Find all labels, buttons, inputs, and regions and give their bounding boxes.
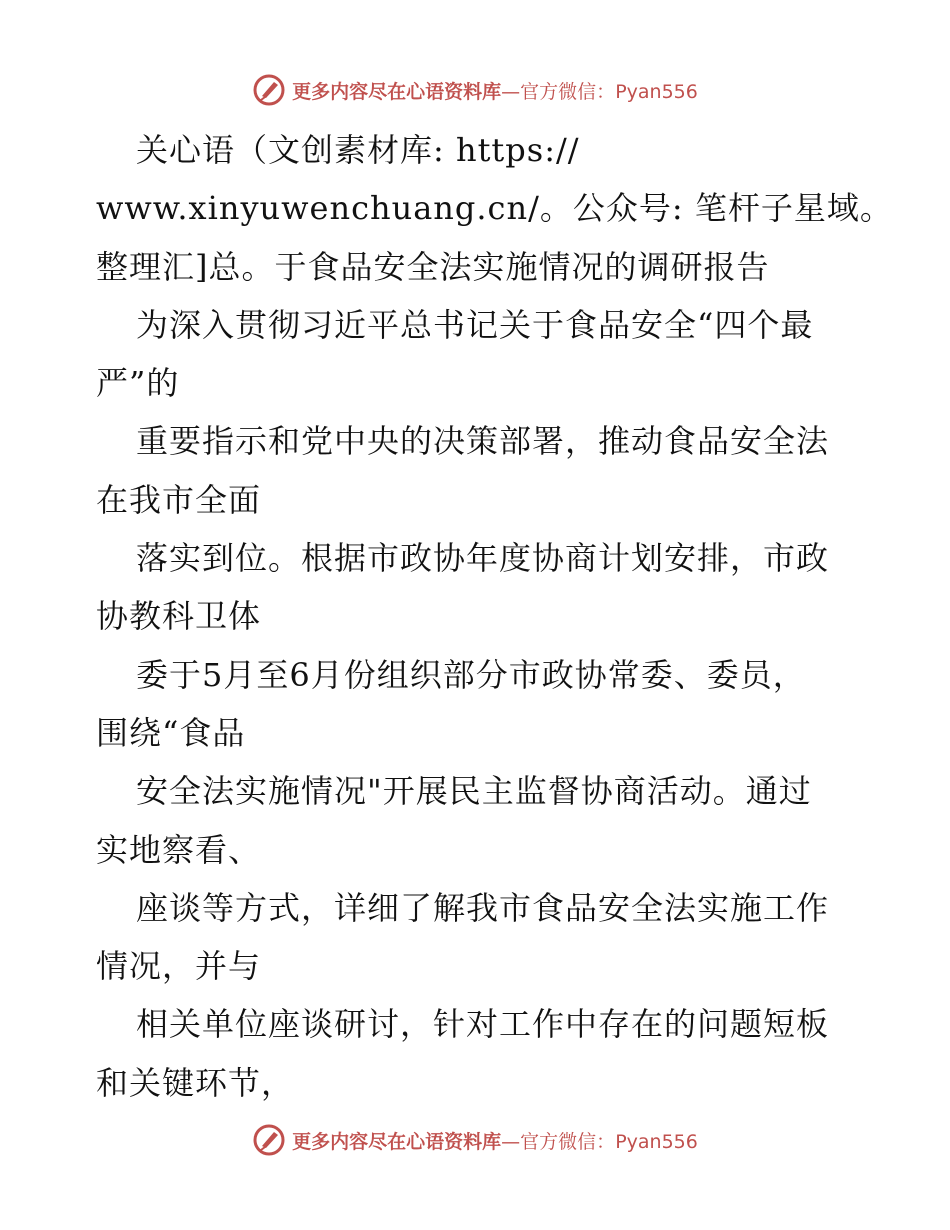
doc-line: www.xinyuwenchuang.cn/。公众号: 笔杆子星域。 (96, 189, 893, 228)
footer-banner (0, 1118, 950, 1162)
doc-line: 情况，并与 (96, 947, 262, 986)
footer-banner-separator: — (501, 1130, 521, 1153)
header-banner-separator: — (501, 80, 521, 103)
doc-line: 座谈等方式，详细了解我市食品安全法实施工作 (136, 888, 830, 927)
footer-wechat-label: 官方微信： (520, 1130, 616, 1153)
doc-line: 整理汇]总。于食品安全法实施情况的调研报告 (96, 247, 770, 286)
header-banner-main: 更多内容尽在心语资料库 (292, 80, 502, 103)
footer-banner-main: 更多内容尽在心语资料库 (292, 1130, 502, 1153)
doc-line: 落实到位。根据市政协年度协商计划安排，市政 (136, 539, 830, 578)
doc-line: 安全法实施情况"开展民主监督协商活动。通过 (136, 772, 812, 811)
footer-wechat-account: Pyan556 (615, 1130, 698, 1153)
doc-line: 和关键环节， (96, 1063, 295, 1102)
doc-line: 实地察看、 (96, 830, 262, 869)
document-body (96, 121, 893, 1112)
footer-banner-text (292, 1127, 698, 1154)
doc-line: 为深入贯彻习近平总书记关于食品安全“四个最 (136, 305, 814, 344)
header-wechat-label: 官方微信： (520, 80, 616, 103)
doc-line: 协教科卫体 (96, 597, 262, 636)
brand-logo-icon (252, 73, 286, 107)
doc-line: 严”的 (96, 364, 180, 403)
doc-line: 围绕“食品 (96, 713, 246, 752)
doc-line: 重要指示和党中央的决策部署，推动食品安全法 (136, 422, 830, 461)
doc-line: 相关单位座谈研讨，针对工作中存在的问题短板 (136, 1005, 830, 1044)
header-banner (0, 68, 950, 112)
doc-line: 委于5月至6月份组织部分市政协常委、委员， (136, 655, 806, 694)
header-banner-text (292, 77, 698, 104)
doc-line: 关心语（文创素材库: https:// (136, 131, 580, 169)
header-wechat-account: Pyan556 (615, 80, 698, 103)
doc-line: 在我市全面 (96, 480, 262, 519)
brand-logo-icon (252, 1123, 286, 1157)
